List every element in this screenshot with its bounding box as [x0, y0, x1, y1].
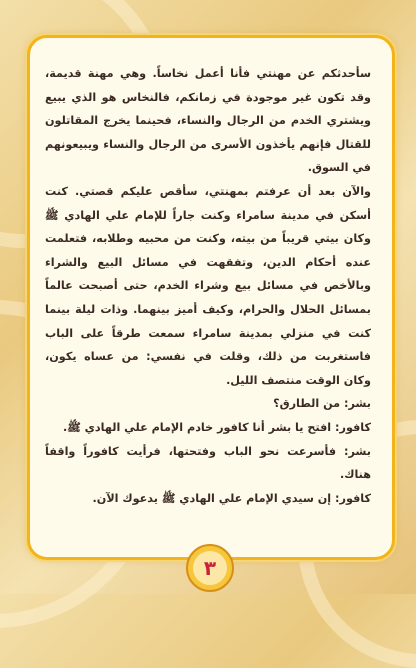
story-text	[45, 62, 371, 510]
dialogue-line: بشر: من الطارق؟	[273, 397, 371, 411]
dialogue-line: بشر: فأسرعت نحو الباب وفتحتها، فرأيت كافوراً واقفاً هناك.	[45, 444, 371, 482]
page-number: ٣	[193, 551, 227, 585]
dialogue-line: كافور: افتح يا بشر أنا كافور خادم الإمام علي الهادي ﷺ.	[63, 420, 371, 434]
page-number-badge	[186, 544, 234, 592]
paragraph-intro: سأحدثكم عن مهنتي فأنا أعمل نخاساً. وهي مهنة قديمة، وقد تكون غير موجودة في زمانكم، فالنخاس هو الذي يبيع ويشتري الخدم من الرجال والنساء، فحينما يخرج المقاتلون للقتال فإنهم يأخذون الأسرى من الرجال والنساء ويبيعونهم في السوق.	[45, 67, 371, 175]
dialogue-line: كافور: إن سيدي الإمام علي الهادي ﷺ يدعوك الآن.	[92, 491, 371, 505]
paragraph-story: والآن بعد أن عرفتم بمهنتي، سأقص عليكم قصتي. كنت أسكن في مدينة سامراء وكنت جاراً للإمام علي الهادي ﷺ وكان بيتي قريباً من بيته، وكنت من محبيه وطلابه، فتعلمت عنده أحكام الدين، وتفقهت في مسائل البيع والشراء وبالأخص في مسائل بيع وشراء الخدم، حتى أصبحت عالماً بمسائل الحلال والحرام، وكيف أميز بينهما. وذات ليلة بينما كنت في منزلي بمدينة سامراء سمعت طرقاً على الباب فاستغربت من ذلك، وقلت في نفسي: من عساه يكون، وكان الوقت منتصف الليل.	[45, 184, 371, 387]
